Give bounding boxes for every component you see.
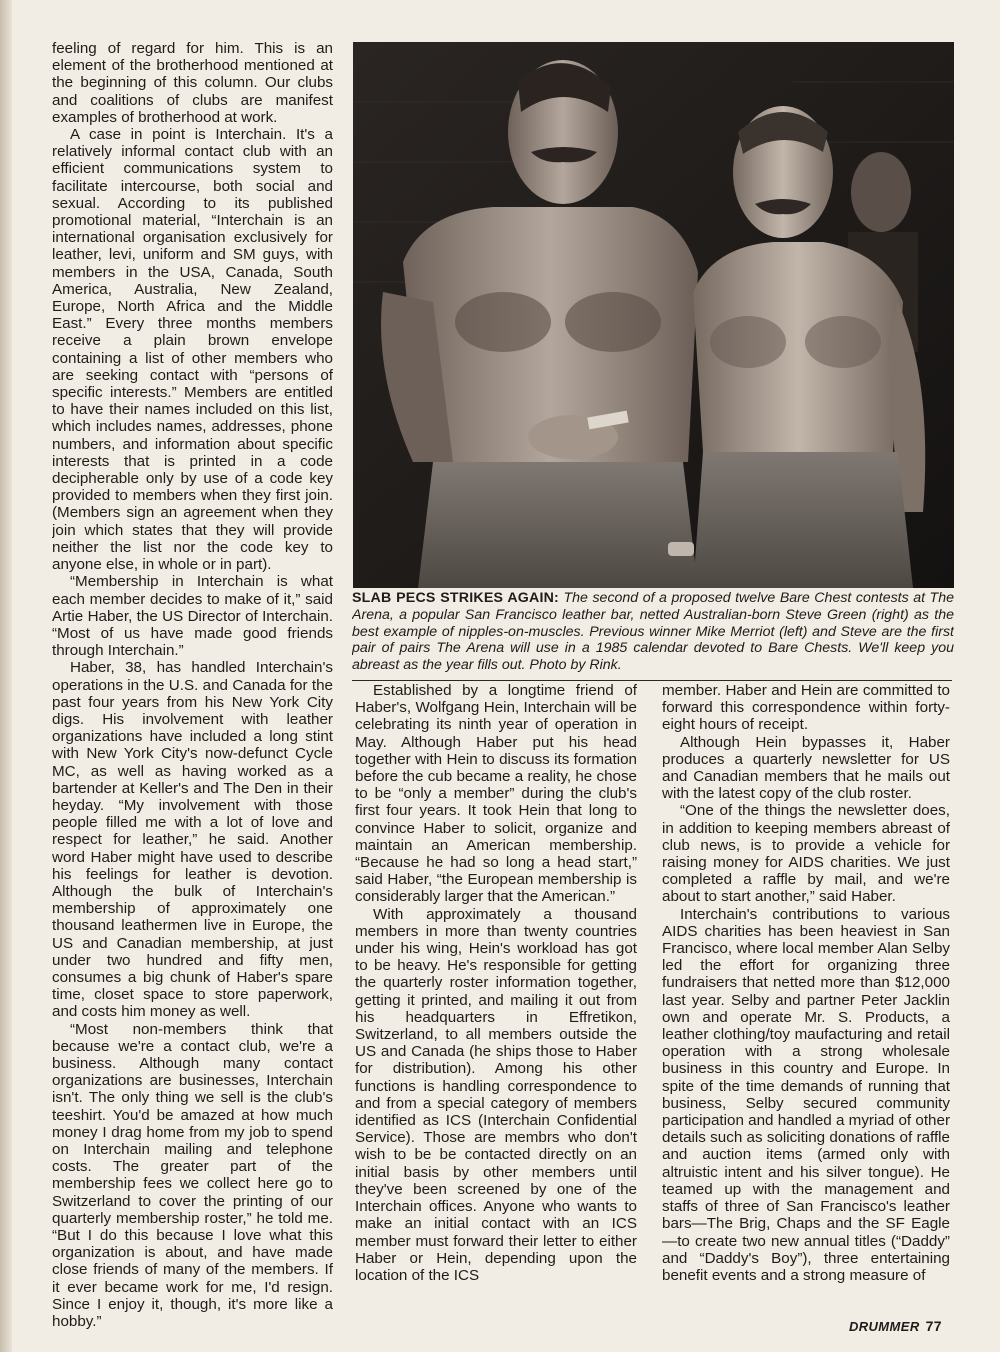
page-binding-edge [0, 0, 12, 1352]
caption-text: The second of a proposed twelve Bare Chest contests at The Arena, a popular San Francisco leather bar, netted Australian-born Steve Green (right) as the best example of nipples-on-muscles. Previous winner Mike Merriot (left) and Steve are the first pair of pairs The Arena will use in a 1985 calendar devoted to Bare Chests. We'll keep you abreast as the year fills out. Photo by Rink. [352, 590, 954, 674]
caption-headline: SLAB PECS STRIKES AGAIN: [352, 590, 559, 606]
magazine-name: DRUMMER [848, 1319, 920, 1334]
page-number: 77 [925, 1318, 942, 1334]
paragraph: A case in point is Interchain. It's a relatively informal contact club with an efficient communications system to facilitate intercourse, both social and sexual. According to its published promotional material, “Interchain is an international organisation exclusively for leather, levi, uniform and SM guys, with members in the USA, Canada, South America, Australia, New Zealand, Europe, North Africa and the Middle East.” Every three months members receive a plain brown envelope containing a list of other members who are seeking contact with “persons of specific interests.” Members are entitled to have their names included on this list, which includes names, addresses, phone numbers, and information about specific interests that is printed in a code decipherable only by use of a code key provided to members when they first join. (Members sign an agreement when they join which states that they will provide neither the list nor the code key to anyone else, in whole or in part). [52, 126, 333, 574]
paragraph: Established by a longtime friend of Haber's, Wolfgang Hein, Interchain will be celebrating its ninth year of operation in May. Although Haber put his head together with Hein to discuss its formation before the cub became a reality, he chose to be “only a member” during the club's first four years. It took Hein that long to convince Haber to solicit, organize and maintain an American membership. “Because he had so long a head start,” said Haber, “the European membership is considerably larger that the American.” [355, 682, 637, 906]
paragraph: “Membership in Interchain is what each member decides to make of it,” said Artie Haber, the US Director of Interchain. “Most of us have made good friends through Interchain.” [52, 573, 333, 660]
paragraph: Interchain's contributions to various AIDS charities has been heaviest in San Francisco, where local member Alan Selby led the effort for organizing three fundraisers that netted more than $12,000 last year. Selby and partner Peter Jacklin own and operate Mr. S. Products, a leather clothing/toy maufacturing and retail operation with a strong wholesale business in this country and Europe. In spite of the time demands of running that business, Selby secured community participation and handled a myriad of other details such as soliciting donations of raffle and auction items (armed only with altruistic intent and his silver tongue). He teamed up with the management and staffs of three of San Francisco's leather bars—The Brig, Chaps and the SF Eagle—to create two new annual titles (“Daddy” and “Daddy's Boy”), three entertaining benefit events and a strong measure of [662, 905, 950, 1284]
photo-caption [352, 590, 954, 680]
paragraph: member. Haber and Hein are committed to forward this correspondence within forty-eight hours of receipt. [662, 682, 950, 734]
article-column-middle [355, 682, 637, 1332]
paragraph: “Most non-members think that because we're a contact club, we're a business. Although many contact organizations are businesses, Interchain isn't. The only thing we sell is the club's teeshirt. You'd be amazed at how much money I drag home from my job to spend on Interchain mailing and telephone costs. The greater part of the membership fees we collect here go to Switzerland to cover the printing of our quarterly membership roster,” he told me. “But I do this because I love what this organization is about, and have made close friends of many of the members. If it ever became work for me, I'd resign. Since I enjoy it, though, it's more like a hobby.” [52, 1020, 333, 1330]
paragraph: feeling of regard for him. This is an element of the brotherhood mentioned at the beginning of this column. Our clubs and coalitions of clubs are manifest examples of brotherhood at work. [52, 40, 333, 126]
paragraph: With approximately a thousand members in more than twenty countries under his wing, Hein's workload has got to be heavy. He's responsible for getting the quarterly roster information together, getting it printed, and mailing it out from his headquarters in Effretikon, Switzerland, to all members outside the US and Canada (he ships those to Haber for distribution). Among his other functions is handling correspondence to and from a special category of members identified as ICS (Interchain Confidential Service). Those are membrs who don't wish to be be contacted directly on an initial basis by other members until they've been screened by one of the Interchain offices. Anyone who wants to make an initial contact with an ICS member must forward their letter to either Haber or Hein, depending upon the location of the ICS [355, 905, 637, 1284]
photo-two-shirtless-men [353, 42, 954, 588]
paragraph: Although Hein bypasses it, Haber produces a quarterly newsletter for US and Canadian members that he mails out with the latest copy of the club roster. [662, 733, 950, 803]
page-footer [849, 1318, 942, 1334]
paragraph: “One of the things the newsletter does, in addition to keeping members abreast of club news, is to provide a vehicle for raising money for AIDS charities. We just completed a raffle by mail, and we're about to start another,” said Haber. [662, 802, 950, 906]
caption-divider [352, 680, 952, 681]
paragraph: Haber, 38, has handled Interchain's operations in the U.S. and Canada for the past four years from his New York City digs. His involvement with leather organizations have included a long stint with New York City's now-defunct Cycle MC, as well as having worked as a bartender at Keller's and The Den in their heyday. “My involvement with those people filled me with a lot of love and respect for leather,” he said. Another word Haber might have used to describe his feelings for leather is devotion. Although the bulk of Interchain's membership of approximately one thousand leathermen live in Europe, the US and Canadian membership, at just under two hundred and fifty men, consumes a big chunk of Haber's spare time, closet space to store paperwork, and costs him money as well. [52, 659, 333, 1021]
article-column-left [52, 40, 333, 1330]
article-column-right [662, 682, 950, 1332]
